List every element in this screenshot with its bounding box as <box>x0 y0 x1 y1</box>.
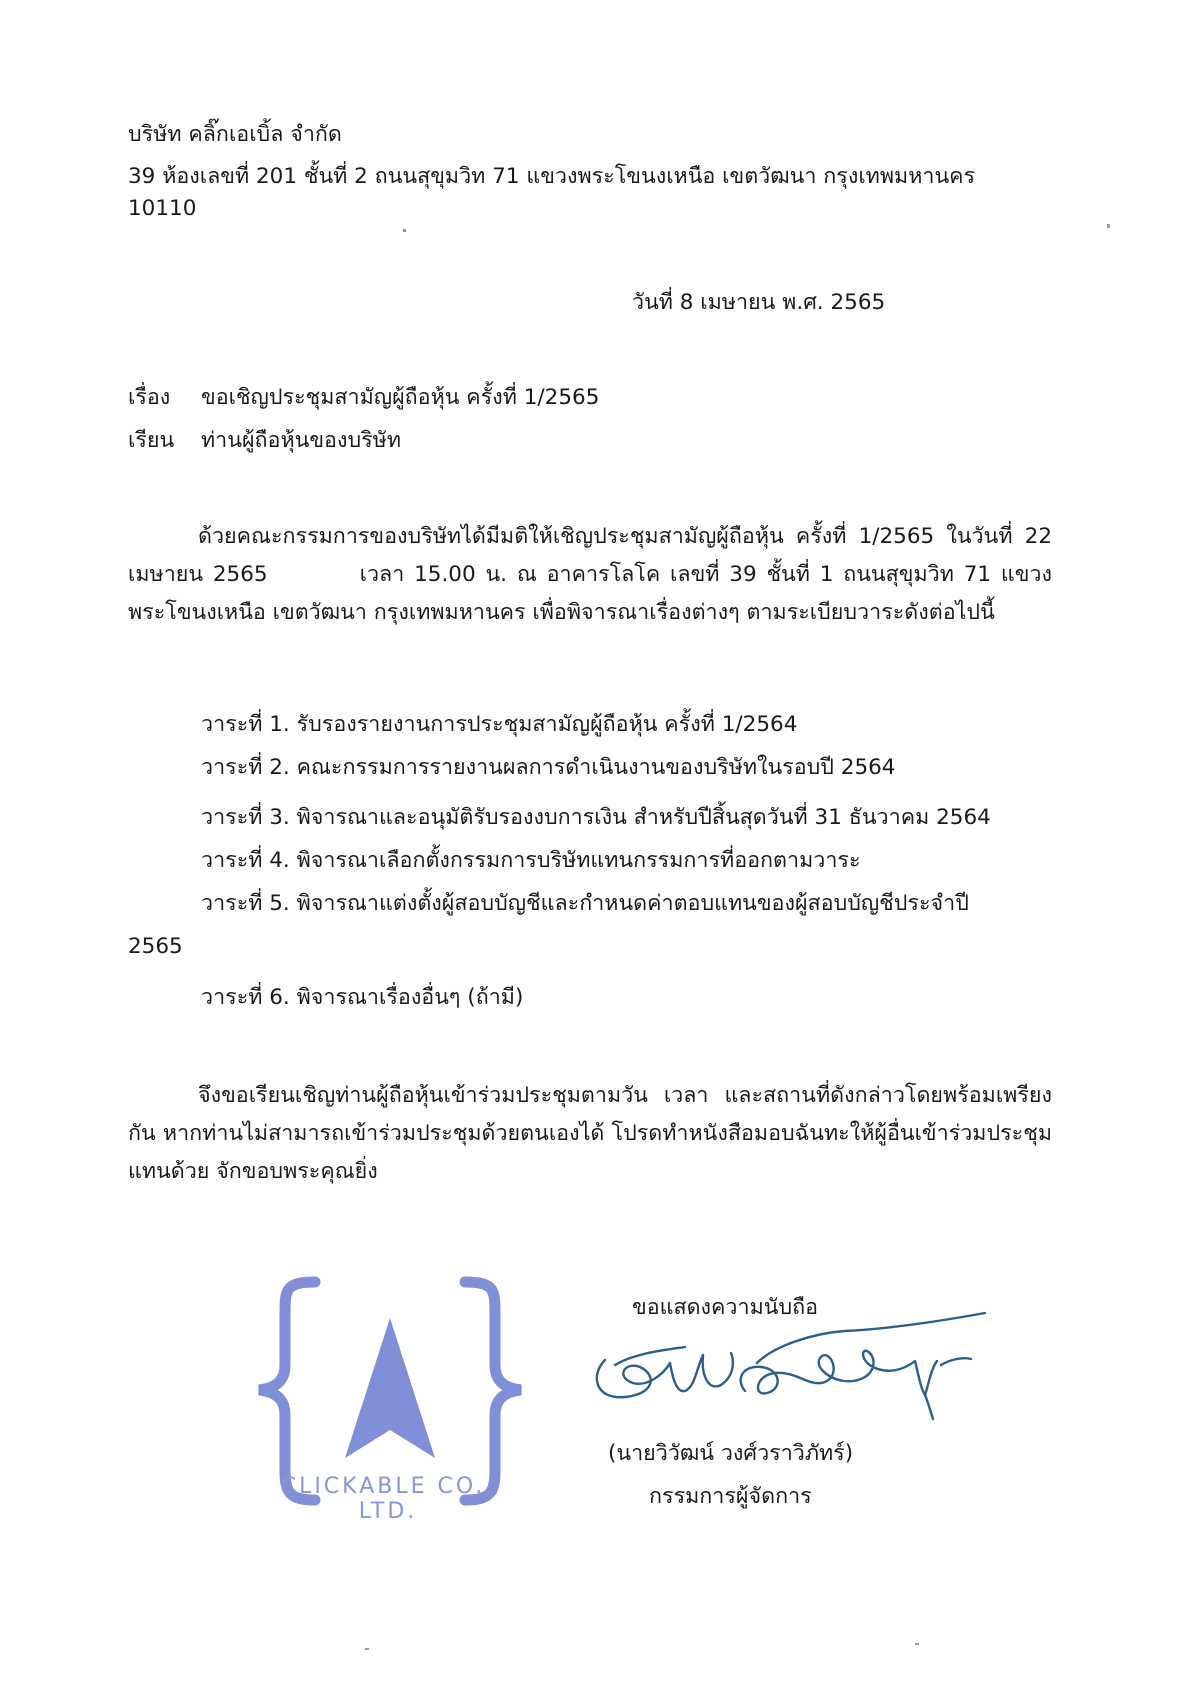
stamp-left-brace <box>259 1282 315 1500</box>
signatory-name: (นายวิวัฒน์ วงศ์วราวิภัทร์) <box>608 1441 854 1466</box>
signatory-title: กรรมการผู้จัดการ <box>649 1484 812 1509</box>
subject-text: ขอเชิญประชุมสามัญผู้ถือหุ้น ครั้งที่ 1/2565 <box>201 385 600 410</box>
stamp-arrow-mark <box>345 1318 435 1458</box>
letter-date: วันที่ 8 เมษายน พ.ศ. 2565 <box>632 290 886 315</box>
intro-text-part1: ด้วยคณะกรรมการของบริษัทได้มีมติให้เชิญประชุมสามัญผู้ถือหุ้น ครั้งที่ 1/2565 ในวันที่ 22 เมษายน 2565 <box>128 524 1052 587</box>
agenda-item-6: วาระที่ 6. พิจารณาเรื่องอื่นๆ (ถ้ามี) <box>201 985 524 1010</box>
intro-text-part2: เวลา 15.00 น. ณ อาคารโลโค เลขที่ 39 ชั้นที่ 1 ถนนสุขุมวิท 71 แขวงพระโขนงเหนือ เขตวัฒนา กรุงเทพมหานคร เพื่อพิจารณาเรื่องต่างๆ ตามระเบียบวาระดังต่อไปนี้ <box>128 562 1052 625</box>
agenda-item-1: วาระที่ 1. รับรองรายงานการประชุมสามัญผู้ถือหุ้น ครั้งที่ 1/2564 <box>201 712 798 737</box>
scan-speck <box>365 1648 369 1650</box>
scan-speck <box>915 1643 919 1645</box>
regards-text: ขอแสดงความนับถือ <box>632 1295 819 1320</box>
sender-address-line1: 39 ห้องเลขที่ 201 ชั้นที่ 2 ถนนสุขุมวิท 71 แขวงพระโขนงเหนือ เขตวัฒนา กรุงเทพมหานคร <box>128 164 976 189</box>
agenda-item-3: วาระที่ 3. พิจารณาและอนุมัติรับรองงบการเงิน สำหรับปีสิ้นสุดวันที่ 31 ธันวาคม 2564 <box>201 805 991 830</box>
closing-text: จึงขอเรียนเชิญท่านผู้ถือหุ้นเข้าร่วมประชุมตามวัน เวลา และสถานที่ดังกล่าวโดยพร้อมเพรียงกัน หากท่านไม่สามารถเข้าร่วมประชุมด้วยตนเองได้ โปรดทำหนังสือมอบฉันทะให้ผู้อื่นเข้าร่วมประชุมแทนด้วย จักขอบพระคุณยิ่ง <box>128 1083 1052 1184</box>
scan-speck <box>1107 224 1110 228</box>
stamp-right-brace <box>465 1282 521 1500</box>
stamp-company-name: CLICKABLE CO., LTD. <box>280 1474 496 1524</box>
recipient-text: ท่านผู้ถือหุ้นของบริษัท <box>201 428 401 453</box>
intro-paragraph <box>128 518 1052 632</box>
recipient-label: เรียน <box>128 428 175 453</box>
closing-paragraph <box>128 1077 1052 1191</box>
sender-company: บริษัท คลิ๊กเอเบิ้ล จำกัด <box>128 122 342 147</box>
agenda-item-2: วาระที่ 2. คณะกรรมการรายงานผลการดำเนินงานของบริษัทในรอบปี 2564 <box>201 755 896 780</box>
agenda-item-5-continuation: 2565 <box>128 934 183 959</box>
scan-speck <box>403 229 406 232</box>
agenda-item-5: วาระที่ 5. พิจารณาแต่งตั้งผู้สอบบัญชีและกำหนดค่าตอบแทนของผู้สอบบัญชีประจำปี <box>201 891 969 916</box>
subject-label: เรื่อง <box>128 385 171 410</box>
agenda-item-4: วาระที่ 4. พิจารณาเลือกตั้งกรรมการบริษัทแทนกรรมการที่ออกตามวาระ <box>201 848 861 873</box>
sender-address-line2: 10110 <box>128 196 197 221</box>
handwritten-signature <box>585 1305 1005 1425</box>
